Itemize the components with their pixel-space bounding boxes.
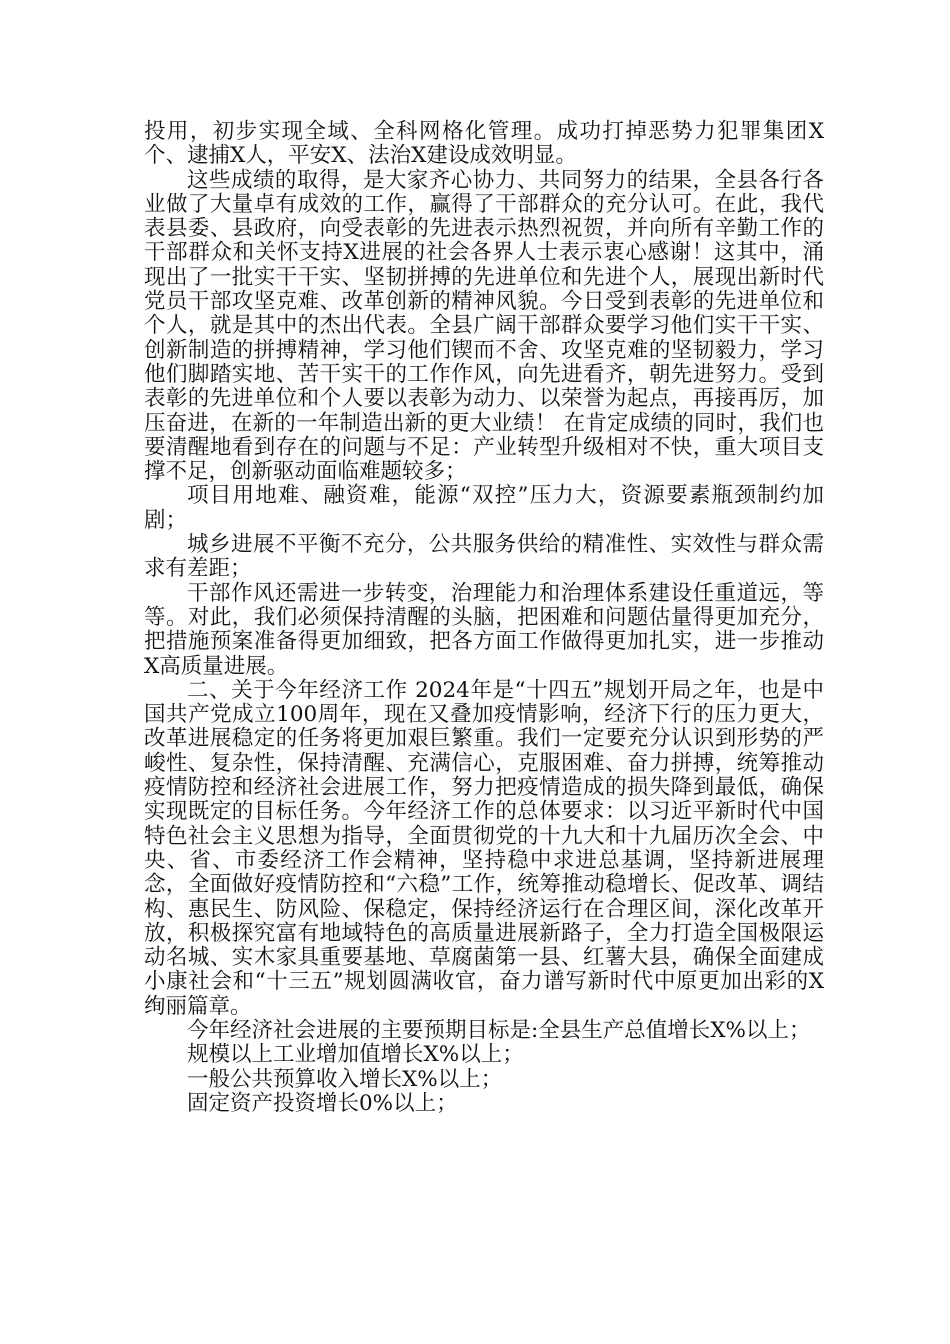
paragraph-4: 城乡进展不平衡不充分，公共服务供给的精准性、实效性与群众需求有差距； (144, 532, 824, 582)
paragraph-8: 规模以上工业增加值增长X%以上； (187, 1042, 524, 1068)
paragraph-10: 固定资产投资增长0%以上； (187, 1090, 458, 1116)
paragraph-9: 一般公共预算收入增长X%以上； (187, 1066, 503, 1092)
paragraph-1: 投用，初步实现全域、全科网格化管理。成功打掉恶势力犯罪集团X个、逮捕X人，平安X、法治X建设成效明显。 (144, 119, 824, 169)
paragraph-3: 项目用地难、融资难，能源“双控”压力大，资源要素瓶颈制约加剧； (144, 483, 824, 533)
document-body (144, 120, 824, 1116)
paragraph-5: 干部作风还需进一步转变，治理能力和治理体系建设任重道远，等等。对此，我们必须保持清醒的头脑，把困难和问题估量得更加充分，把措施预案准备得更加细致，把各方面工作做得更加扎实，进一步推动X高质量进展。 (144, 580, 824, 679)
paragraph-6: 二、关于今年经济工作 2024年是“十四五”规划开局之年，也是中国共产党成立100周年，现在又叠加疫情影响，经济下行的压力更大，改革进展稳定的任务将更加艰巨繁重。我们一定要充分认识到形势的严峻性、复杂性，保持清醒、充满信心，克服困难、奋力拼搏，统筹推动疫情防控和经济社会进展工作，努力把疫情造成的损失降到最低，确保实现既定的目标任务。今年经济工作的总体要求：以习近平新时代中国特色社会主义思想为指导，全面贯彻党的十九大和十九届历次全会、中央、省、市委经济工作会精神，坚持稳中求进总基调，坚持新进展理念，全面做好疫情防控和“六稳”工作，统筹推动稳增长、促改革、调结构、惠民生、防风险、保稳定，保持经济运行在合理区间，深化改革开放，积极探究富有地域特色的高质量进展新路子，全力打造全国极限运动名城、实木家具重要基地、草腐菌第一县、红薯大县，确保全面建成小康社会和“十三五”规划圆满收官，奋力谱写新时代中原更加出彩的X绚丽篇章。 (144, 677, 824, 1019)
paragraph-7: 今年经济社会进展的主要预期目标是:全县生产总值增长X%以上； (187, 1017, 811, 1043)
paragraph-2: 这些成绩的取得，是大家齐心协力、共同努力的结果，全县各行各业做了大量卓有成效的工作，赢得了干部群众的充分认可。在此，我代表县委、县政府，向受表彰的先进表示热烈祝贺，并向所有辛勤工作的干部群众和关怀支持X进展的社会各界人士表示衷心感谢！这其中，涌现出了一批实干干实、坚韧拼搏的先进单位和先进个人，展现出新时代党员干部攻坚克难、改革创新的精神风貌。今日受到表彰的先进单位和个人，就是其中的杰出代表。全县广阔干部群众要学习他们实干干实、创新制造的拼搏精神，学习他们锲而不舍、攻坚克难的坚韧毅力，学习他们脚踏实地、苦干实干的工作作风，向先进看齐，朝先进努力。受到表彰的先进单位和个人要以表彰为动力、以荣誉为起点，再接再厉，加压奋进，在新的一年制造出新的更大业绩！ 在肯定成绩的同时，我们也要清醒地看到存在的问题与不足：产业转型升级相对不快，重大项目支撑不足，创新驱动面临难题较多； (144, 167, 824, 485)
